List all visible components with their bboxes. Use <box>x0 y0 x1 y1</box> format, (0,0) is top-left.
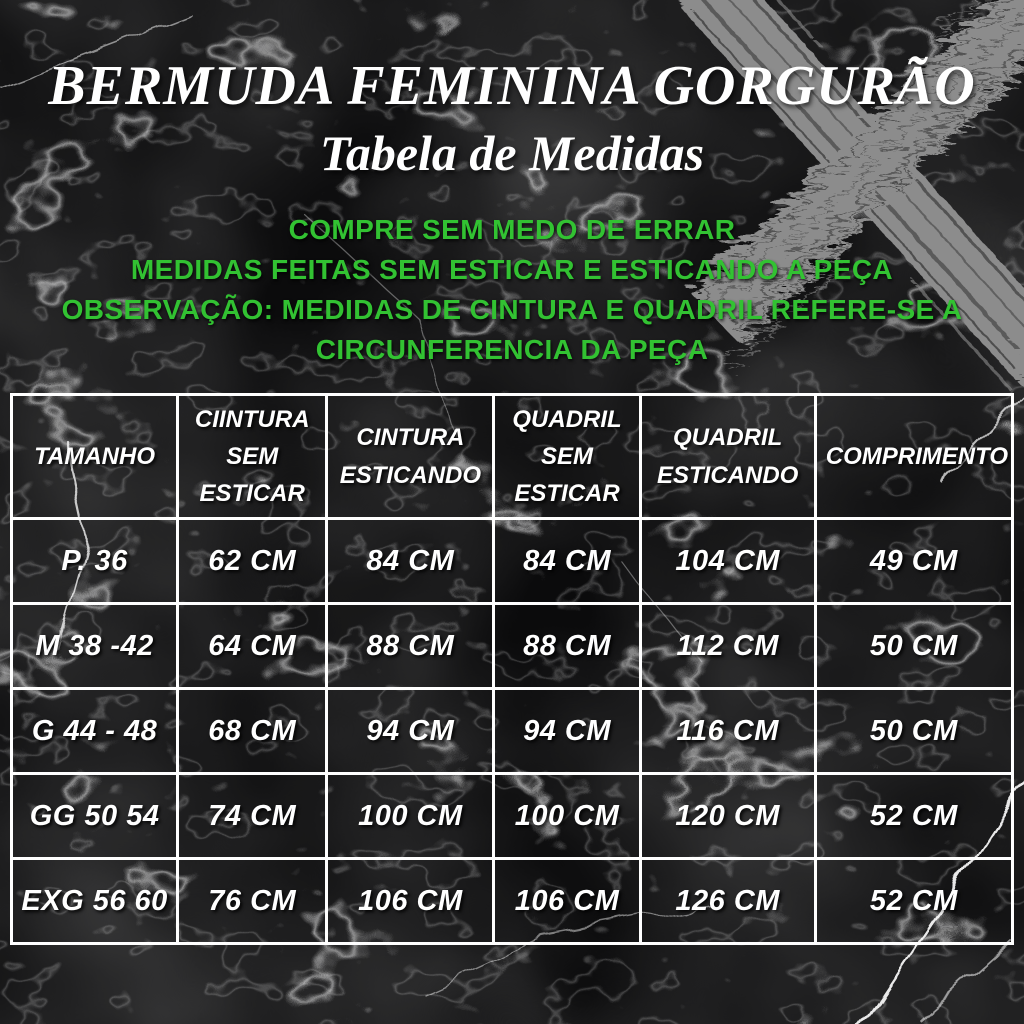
table-row <box>12 774 1013 859</box>
table-header-cell: TAMANHO <box>12 395 178 519</box>
table-row <box>12 859 1013 944</box>
measure-cell: 94 CM <box>494 689 640 774</box>
notice-line: MEDIDAS FEITAS SEM ESTICAR E ESTICANDO A PEÇA <box>130 254 894 285</box>
measure-cell: 49 CM <box>815 519 1012 604</box>
measure-cell: 62 CM <box>178 519 327 604</box>
measure-cell: 74 CM <box>178 774 327 859</box>
measure-cell: 116 CM <box>640 689 815 774</box>
measure-cell: 126 CM <box>640 859 815 944</box>
measure-cell: 68 CM <box>178 689 327 774</box>
size-cell: GG 50 54 <box>12 774 178 859</box>
size-cell: P. 36 <box>12 519 178 604</box>
notice-line: COMPRE SEM MEDO DE ERRAR <box>288 214 736 245</box>
notice-line: OBSERVAÇÃO: MEDIDAS DE CINTURA E QUADRIL REFERE-SE A <box>61 294 963 325</box>
size-cell: G 44 - 48 <box>12 689 178 774</box>
measure-cell: 106 CM <box>327 859 494 944</box>
measure-cell: 106 CM <box>494 859 640 944</box>
table-row <box>12 604 1013 689</box>
notice-block <box>0 210 1024 370</box>
measure-cell: 52 CM <box>815 774 1012 859</box>
measure-cell: 50 CM <box>815 604 1012 689</box>
size-table-head <box>12 395 1013 519</box>
page-subtitle: Tabela de Medidas <box>319 125 705 181</box>
table-header-cell: COMPRIMENTO <box>815 395 1012 519</box>
size-cell: M 38 -42 <box>12 604 178 689</box>
measure-cell: 88 CM <box>494 604 640 689</box>
measure-cell: 112 CM <box>640 604 815 689</box>
table-row <box>12 689 1013 774</box>
table-header-cell: CINTURA ESTICANDO <box>327 395 494 519</box>
measure-cell: 76 CM <box>178 859 327 944</box>
measure-cell: 52 CM <box>815 859 1012 944</box>
table-header-cell: QUADRIL SEM ESTICAR <box>494 395 640 519</box>
measure-cell: 94 CM <box>327 689 494 774</box>
measure-cell: 88 CM <box>327 604 494 689</box>
measure-cell: 64 CM <box>178 604 327 689</box>
notice-line: CIRCUNFERENCIA DA PEÇA <box>315 334 709 365</box>
measure-cell: 84 CM <box>327 519 494 604</box>
table-header-cell: CIINTURA SEM ESTICAR <box>178 395 327 519</box>
size-table-body <box>12 519 1013 944</box>
measure-cell: 100 CM <box>494 774 640 859</box>
table-header-row <box>12 395 1013 519</box>
measure-cell: 100 CM <box>327 774 494 859</box>
measure-cell: 84 CM <box>494 519 640 604</box>
measure-cell: 104 CM <box>640 519 815 604</box>
table-row <box>12 519 1013 604</box>
page-title: BERMUDA FEMININA GORGURÃO <box>48 55 976 117</box>
size-cell: EXG 56 60 <box>12 859 178 944</box>
measure-cell: 120 CM <box>640 774 815 859</box>
table-header-cell: QUADRIL ESTICANDO <box>640 395 815 519</box>
measure-cell: 50 CM <box>815 689 1012 774</box>
size-table <box>10 393 1014 945</box>
